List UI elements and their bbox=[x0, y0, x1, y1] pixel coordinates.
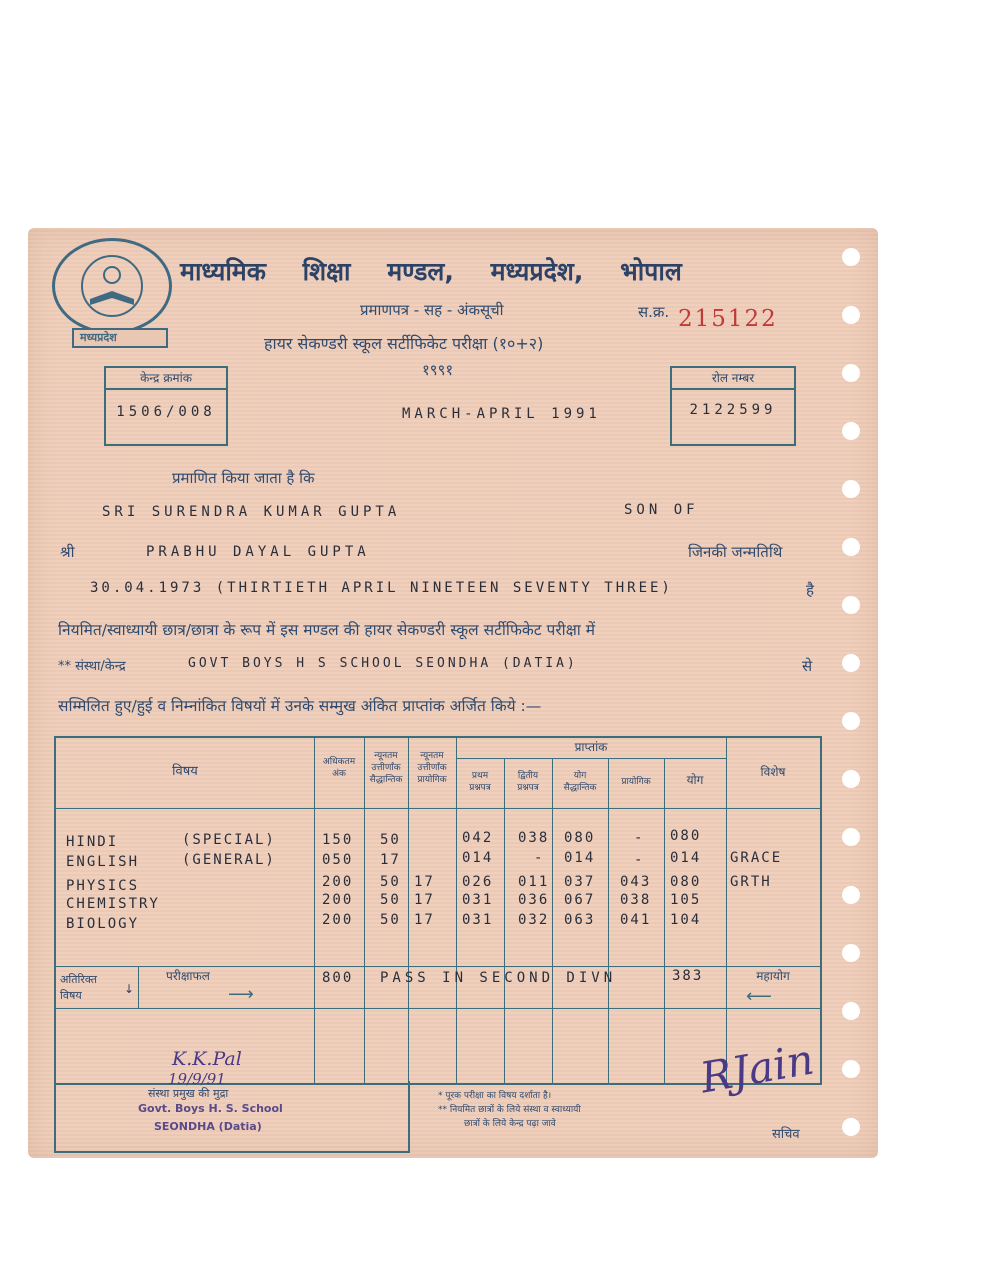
roll-label: रोल नम्बर bbox=[672, 368, 794, 390]
exam-session: MARCH-APRIL 1991 bbox=[402, 406, 601, 422]
right-arrow-icon: ⟶ bbox=[228, 984, 254, 1005]
obtained-marks-header: प्राप्तांक bbox=[574, 740, 608, 754]
centre-box bbox=[104, 366, 228, 446]
punch-hole bbox=[842, 1060, 860, 1078]
shri-label: श्री bbox=[60, 543, 75, 561]
centre-label: केन्द्र क्रमांक bbox=[106, 368, 226, 390]
punch-hole bbox=[842, 480, 860, 498]
date-of-birth: 30.04.1973 (THIRTIETH APRIL NINETEEN SEVENTY THREE) bbox=[90, 580, 673, 596]
punch-hole bbox=[842, 828, 860, 846]
school-name: GOVT BOYS H S SCHOOL SEONDHA (DATIA) bbox=[188, 656, 578, 671]
school-stamp-line2: SEONDHA (Datia) bbox=[154, 1120, 262, 1133]
hai-label: है bbox=[806, 581, 814, 599]
punch-hole bbox=[842, 1002, 860, 1020]
punch-hole bbox=[842, 306, 860, 324]
dob-label: जिनकी जन्मतिथि bbox=[688, 543, 783, 561]
punch-hole bbox=[842, 712, 860, 730]
grand-total-label: महायोग bbox=[756, 969, 790, 983]
head-seal-box bbox=[54, 1081, 410, 1153]
serial-label: स.क्र. bbox=[638, 303, 670, 321]
punch-hole bbox=[842, 596, 860, 614]
paper1-header: प्रथम प्रश्नपत्र bbox=[469, 771, 491, 793]
handwritten-date: 19/9/91 bbox=[168, 1070, 226, 1088]
head-seal-label: संस्था प्रमुख की मुद्रा bbox=[148, 1087, 229, 1100]
board-seal-icon bbox=[52, 238, 172, 334]
punch-hole bbox=[842, 538, 860, 556]
grand-total: 383 bbox=[672, 968, 704, 984]
punch-hole bbox=[842, 886, 860, 904]
remarks-header: विशेष bbox=[760, 765, 786, 779]
punch-hole bbox=[842, 248, 860, 266]
exam-title: हायर सेकण्डरी स्कूल सर्टीफिकेट परीक्षा (१०+२) bbox=[264, 334, 544, 353]
extra-subject-label: अतिरिक्त विषय bbox=[60, 973, 98, 1002]
se-label: से bbox=[802, 657, 813, 675]
candidate-name: SRI SURENDRA KUMAR GUPTA bbox=[102, 504, 401, 520]
min-practical-header: न्यूनतम उत्तीर्णांक प्रायोगिक bbox=[417, 751, 447, 785]
paper2-header: द्वितीय प्रश्नपत्र bbox=[517, 771, 539, 793]
board-title: माध्यमिक शिक्षा मण्डल, मध्यप्रदेश, भोपाल bbox=[180, 257, 682, 286]
exam-year-hindi: १९९१ bbox=[422, 361, 454, 379]
min-theory-header: न्यूनतम उत्तीर्णांक सैद्धान्तिक bbox=[369, 751, 403, 785]
certificate-paper bbox=[28, 228, 878, 1158]
marks-intro-line: सम्मिलित हुए/हुई व निम्नांकित विषयों में उनके सम्मुख अंकित प्राप्तांक अर्जित किये :— bbox=[58, 697, 542, 715]
down-arrow-icon: ↓ bbox=[124, 982, 135, 996]
school-stamp-line1: Govt. Boys H. S. School bbox=[138, 1102, 283, 1115]
left-arrow-icon: ⟵ bbox=[746, 986, 772, 1007]
footnote-3: छात्रों के लिये केन्द्र पढ़ा जावे bbox=[464, 1119, 556, 1129]
roll-box bbox=[670, 366, 796, 446]
serial-number: 215122 bbox=[678, 306, 778, 332]
regular-student-line: नियमित/स्वाध्यायी छात्र/छात्रा के रूप में इस मण्डल की हायर सेकण्डरी स्कूल सर्टीफिकेट परीक्षा में bbox=[58, 621, 596, 639]
roll-number: 2122599 bbox=[689, 402, 777, 418]
footnote-1: * पूरक परीक्षा का विषय दर्शाता है। bbox=[438, 1091, 552, 1101]
centre-number: 1506/008 bbox=[116, 404, 216, 420]
subject-header: विषय bbox=[172, 764, 198, 779]
footnote-2: ** नियमित छात्रों के लिये संस्था व स्वाध्यायी bbox=[438, 1105, 581, 1115]
punch-hole bbox=[842, 422, 860, 440]
school-prefix: ** संस्था/केन्द्र bbox=[58, 659, 126, 674]
total-header: योग bbox=[686, 773, 704, 787]
son-of-label: SON OF bbox=[624, 502, 699, 518]
punch-hole bbox=[842, 654, 860, 672]
theory-total-header: योग सैद्धान्तिक bbox=[563, 771, 597, 793]
seal-label: मध्यप्रदेश bbox=[72, 328, 168, 348]
document-type: प्रमाणपत्र - सह - अंकसूची bbox=[360, 301, 504, 319]
secretary-signature: RJain bbox=[696, 1034, 818, 1103]
punch-hole bbox=[842, 944, 860, 962]
father-name: PRABHU DAYAL GUPTA bbox=[146, 544, 370, 560]
max-marks-header: अधिकतम अंक bbox=[322, 757, 356, 779]
result-text: PASS IN SECOND DIVN bbox=[380, 970, 617, 986]
max-total: 800 bbox=[322, 970, 354, 986]
secretary-label: सचिव bbox=[772, 1127, 800, 1142]
punch-hole bbox=[842, 770, 860, 788]
handwritten-name: K.K.Pal bbox=[172, 1048, 242, 1070]
practical-header: प्रायोगिक bbox=[621, 777, 651, 787]
punch-hole bbox=[842, 364, 860, 382]
marks-table: विषय अधिकतम अंक न्यूनतम उत्तीर्णांक सैद्धान्तिक न्यूनतम उत्तीर्णांक प्रायोगिक प्राप्तांक प्रथम प्रश्नपत्र द्वितीय प्रश्नपत्र योग सैद्धान्तिक प्रायोगिक योग विशेष HINDI (SPECIAL) 150 50 042 038 080 - 080 ENGLISH (GENERAL) 050 17 014 - 014 - 014 GRACE PHYSICS 200 50 17 026 011 037 043 080 GRTH CHEMISTRY 200 50 17 031 036 067 038 105 BIOLOGY 200 50 17 031 032 063 041 104 अतिरिक्त विषय ↓ परीक्षाफल ⟶ 800 PASS IN SECOND DIVN 383 महायोग ⟵ bbox=[54, 736, 822, 1085]
punch-hole bbox=[842, 1118, 860, 1136]
certify-intro: प्रमाणित किया जाता है कि bbox=[172, 469, 315, 487]
result-label: परीक्षाफल bbox=[166, 969, 210, 983]
